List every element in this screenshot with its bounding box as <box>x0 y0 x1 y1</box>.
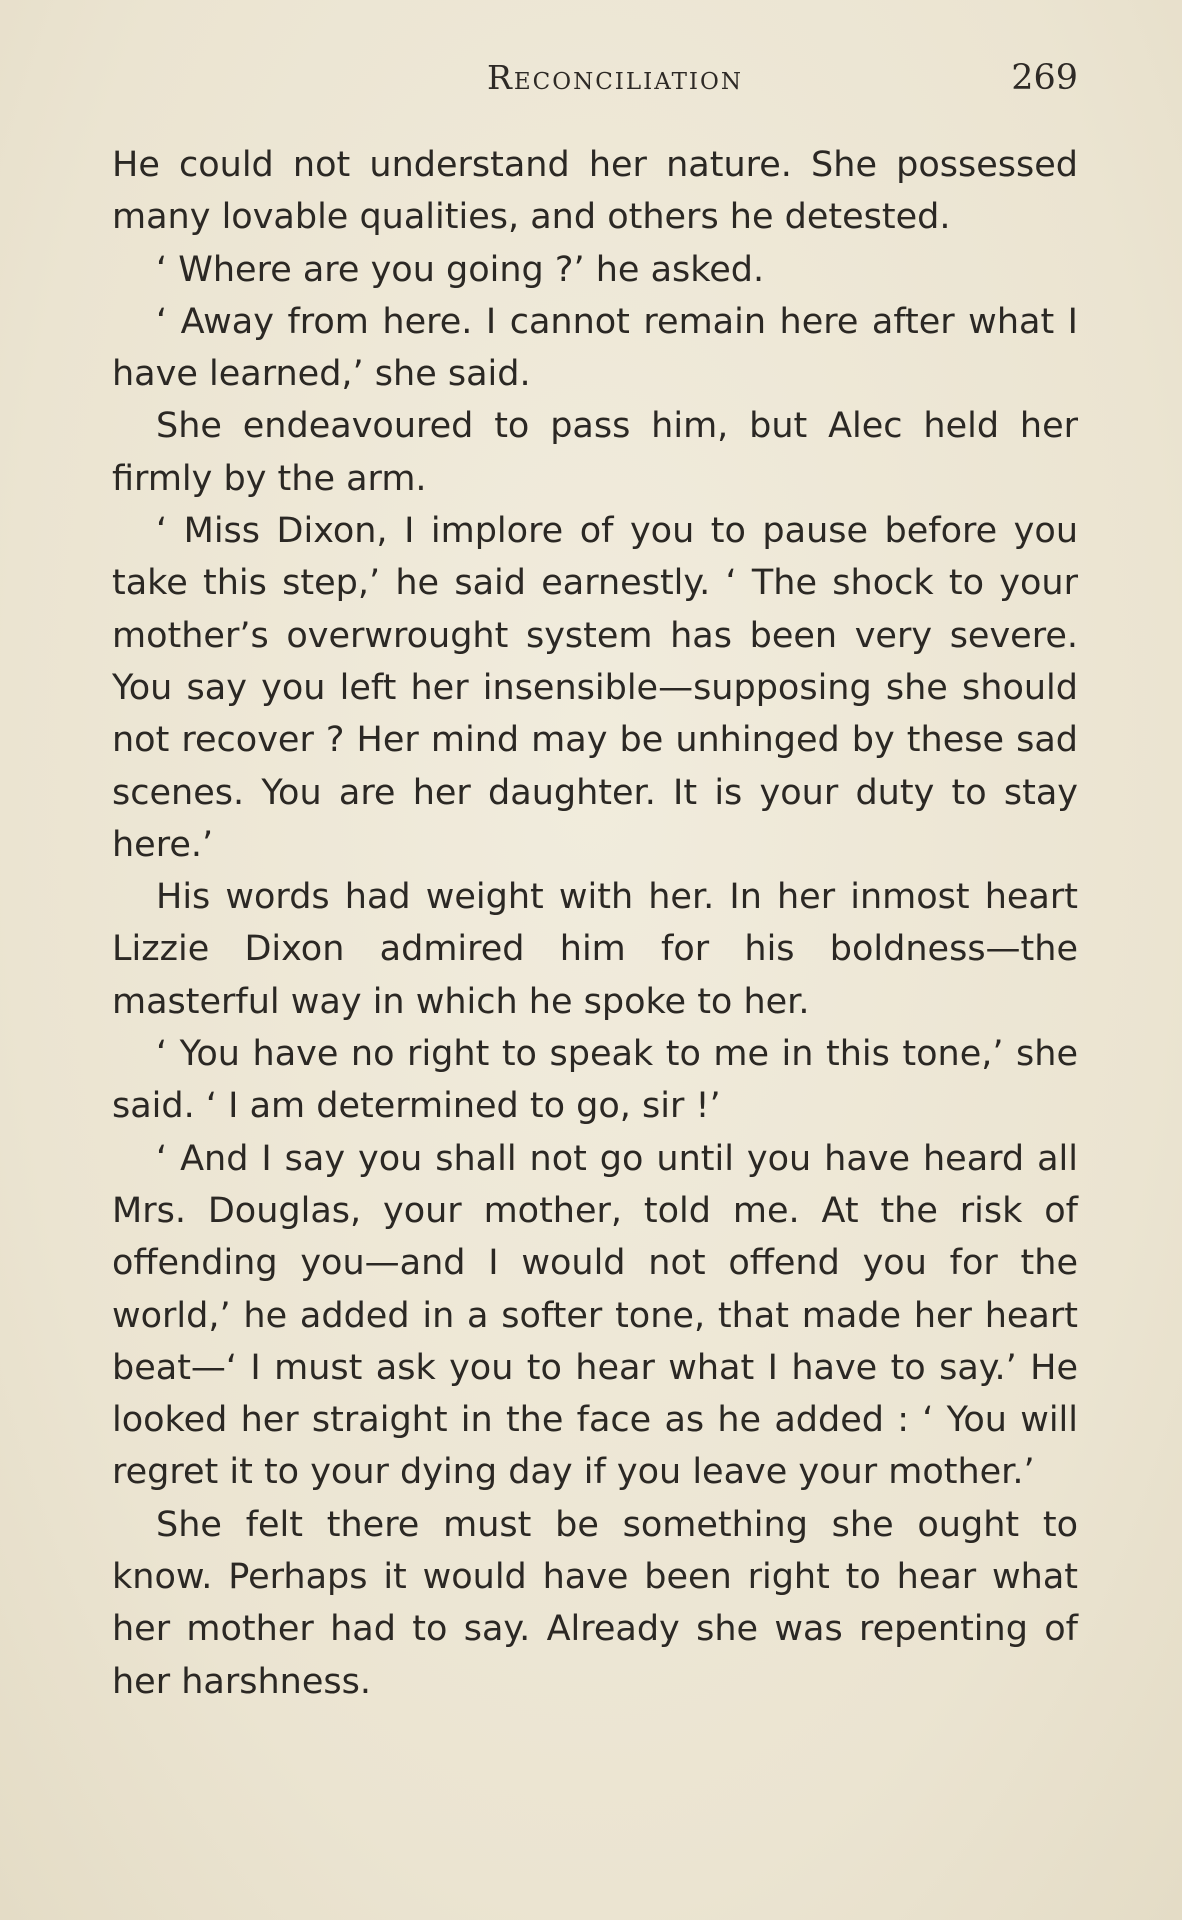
paragraph: ‘ Miss Dixon, I implore of you to pause before you take this step,’ he said earnestly. ‘ The shock to your mother’s overwrought system has been very severe. You say you left her insensible—supposing she should not recover ? Her mind may be unhinged by these sad scenes. You are her daughter. It is your duty to stay here.’ <box>112 511 1078 865</box>
paragraph: She endeavoured to pass him, but Alec held her firmly by the arm. <box>112 406 1078 499</box>
paragraph: ‘ And I say you shall not go until you have heard all Mrs. Douglas, your mother, told me. At the risk of offending you—and I would not offend you for the world,’ he added in a softer tone, that made her heart beat—‘ I must ask you to hear what I have to say.’ He looked her straight in the face as he added : ‘ You will regret it to your dying day if you leave your mother.’ <box>112 1138 1078 1493</box>
page-number: 269 <box>1011 58 1078 98</box>
page-header <box>112 58 1078 108</box>
paragraph: ‘ Away from here. I cannot remain here after what I have learned,’ she said. <box>112 301 1078 395</box>
body-text <box>112 139 1078 1708</box>
paragraph: She felt there must be something she ought to know. Perhaps it would have been right to hear what her mother had to say. Already she was repenting of her harshness. <box>112 1504 1078 1702</box>
paragraph: His words had weight with her. In her inmost heart Lizzie Dixon admired him for his boldness—the masterful way in which he spoke to her. <box>112 877 1078 1022</box>
running-head: Reconciliation <box>486 58 744 97</box>
paragraph: ‘ Where are you going ?’ he asked. <box>156 249 765 290</box>
paragraph: He could not understand her nature. She possessed many lovable qualities, and others he detested. <box>112 145 1078 238</box>
paragraph: ‘ You have no right to speak to me in this tone,’ she said. ‘ I am determined to go, sir !’ <box>112 1034 1078 1127</box>
